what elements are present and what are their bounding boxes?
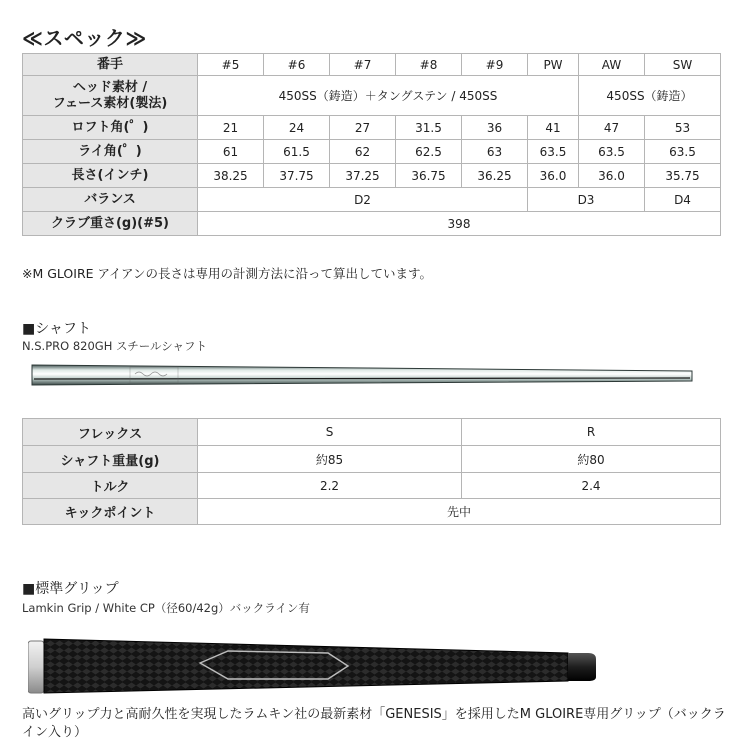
head-material-b: 450SS（鋳造） (579, 76, 721, 116)
row-loft (23, 116, 721, 140)
row-lie (23, 140, 721, 164)
torque-s: 2.2 (198, 473, 462, 499)
loft-cell: 53 (645, 116, 721, 140)
flex-s: S (198, 419, 462, 446)
lie-cell: 63.5 (645, 140, 721, 164)
grip-description: 高いグリップ力と高耐久性を実現したラムキン社の最新素材「GENESIS」を採用したM GLOIRE専用グリップ（バックライン入り） (22, 707, 726, 740)
row-length (23, 164, 721, 188)
shaft-image (30, 360, 694, 390)
length-cell: 36.0 (528, 164, 579, 188)
col-aw: AW (579, 54, 645, 76)
balance-label: バランス (23, 188, 198, 212)
loft-cell: 27 (330, 116, 396, 140)
loft-cell: 41 (528, 116, 579, 140)
loft-cell: 21 (198, 116, 264, 140)
kick-value: 先中 (198, 499, 721, 525)
shaft-section-title: ■シャフト (22, 321, 91, 337)
loft-cell: 24 (264, 116, 330, 140)
torque-label: トルク (23, 473, 198, 499)
row-number (23, 54, 721, 76)
loft-cell: 36 (462, 116, 528, 140)
row-head-material (23, 76, 721, 116)
length-note: ※M GLOIRE アイアンの長さは専用の計測方法に沿って算出しています。 (22, 266, 433, 281)
lie-cell: 61 (198, 140, 264, 164)
col-5: #5 (198, 54, 264, 76)
length-cell: 36.75 (396, 164, 462, 188)
row-weight (23, 212, 721, 236)
col-8: #8 (396, 54, 462, 76)
loft-cell: 47 (579, 116, 645, 140)
loft-cell: 31.5 (396, 116, 462, 140)
header-label: 番手 (23, 54, 198, 76)
length-cell: 37.25 (330, 164, 396, 188)
flex-label: フレックス (23, 419, 198, 446)
col-sw: SW (645, 54, 721, 76)
col-9: #9 (462, 54, 528, 76)
lie-cell: 61.5 (264, 140, 330, 164)
lie-label: ライ角(゜) (23, 140, 198, 164)
shaft-weight-s: 約85 (198, 446, 462, 473)
length-label: 長さ(インチ) (23, 164, 198, 188)
grip-name: Lamkin Grip / White CP（径60/42g）バックライン有 (22, 601, 310, 615)
page-title: ≪スペック≫ (22, 26, 147, 50)
col-6: #6 (264, 54, 330, 76)
grip-image (28, 633, 600, 695)
balance-b: D3 (528, 188, 645, 212)
grip-section-title: ■標準グリップ (22, 581, 119, 597)
balance-a: D2 (198, 188, 528, 212)
row-balance (23, 188, 721, 212)
torque-r: 2.4 (462, 473, 721, 499)
balance-c: D4 (645, 188, 721, 212)
length-cell: 38.25 (198, 164, 264, 188)
row-flex (23, 419, 721, 446)
lie-cell: 62 (330, 140, 396, 164)
loft-label: ロフト角(゜) (23, 116, 198, 140)
weight-label: クラブ重さ(g)(#5) (23, 212, 198, 236)
spec-table (22, 53, 721, 236)
row-shaft-weight (23, 446, 721, 473)
lie-cell: 63.5 (579, 140, 645, 164)
shaft-table (22, 418, 721, 525)
lie-cell: 63.5 (528, 140, 579, 164)
weight-value: 398 (198, 212, 721, 236)
length-cell: 36.25 (462, 164, 528, 188)
row-torque (23, 473, 721, 499)
length-cell: 37.75 (264, 164, 330, 188)
length-cell: 36.0 (579, 164, 645, 188)
lie-cell: 62.5 (396, 140, 462, 164)
shaft-name: N.S.PRO 820GH スチールシャフト (22, 339, 208, 353)
length-cell: 35.75 (645, 164, 721, 188)
shaft-weight-r: 約80 (462, 446, 721, 473)
col-7: #7 (330, 54, 396, 76)
shaft-weight-label: シャフト重量(g) (23, 446, 198, 473)
kick-label: キックポイント (23, 499, 198, 525)
flex-r: R (462, 419, 721, 446)
lie-cell: 63 (462, 140, 528, 164)
head-material-a: 450SS（鋳造）＋タングステン / 450SS (198, 76, 579, 116)
head-material-label: ヘッド素材 / フェース素材(製法) (23, 76, 198, 116)
row-kick-point (23, 499, 721, 525)
col-pw: PW (528, 54, 579, 76)
